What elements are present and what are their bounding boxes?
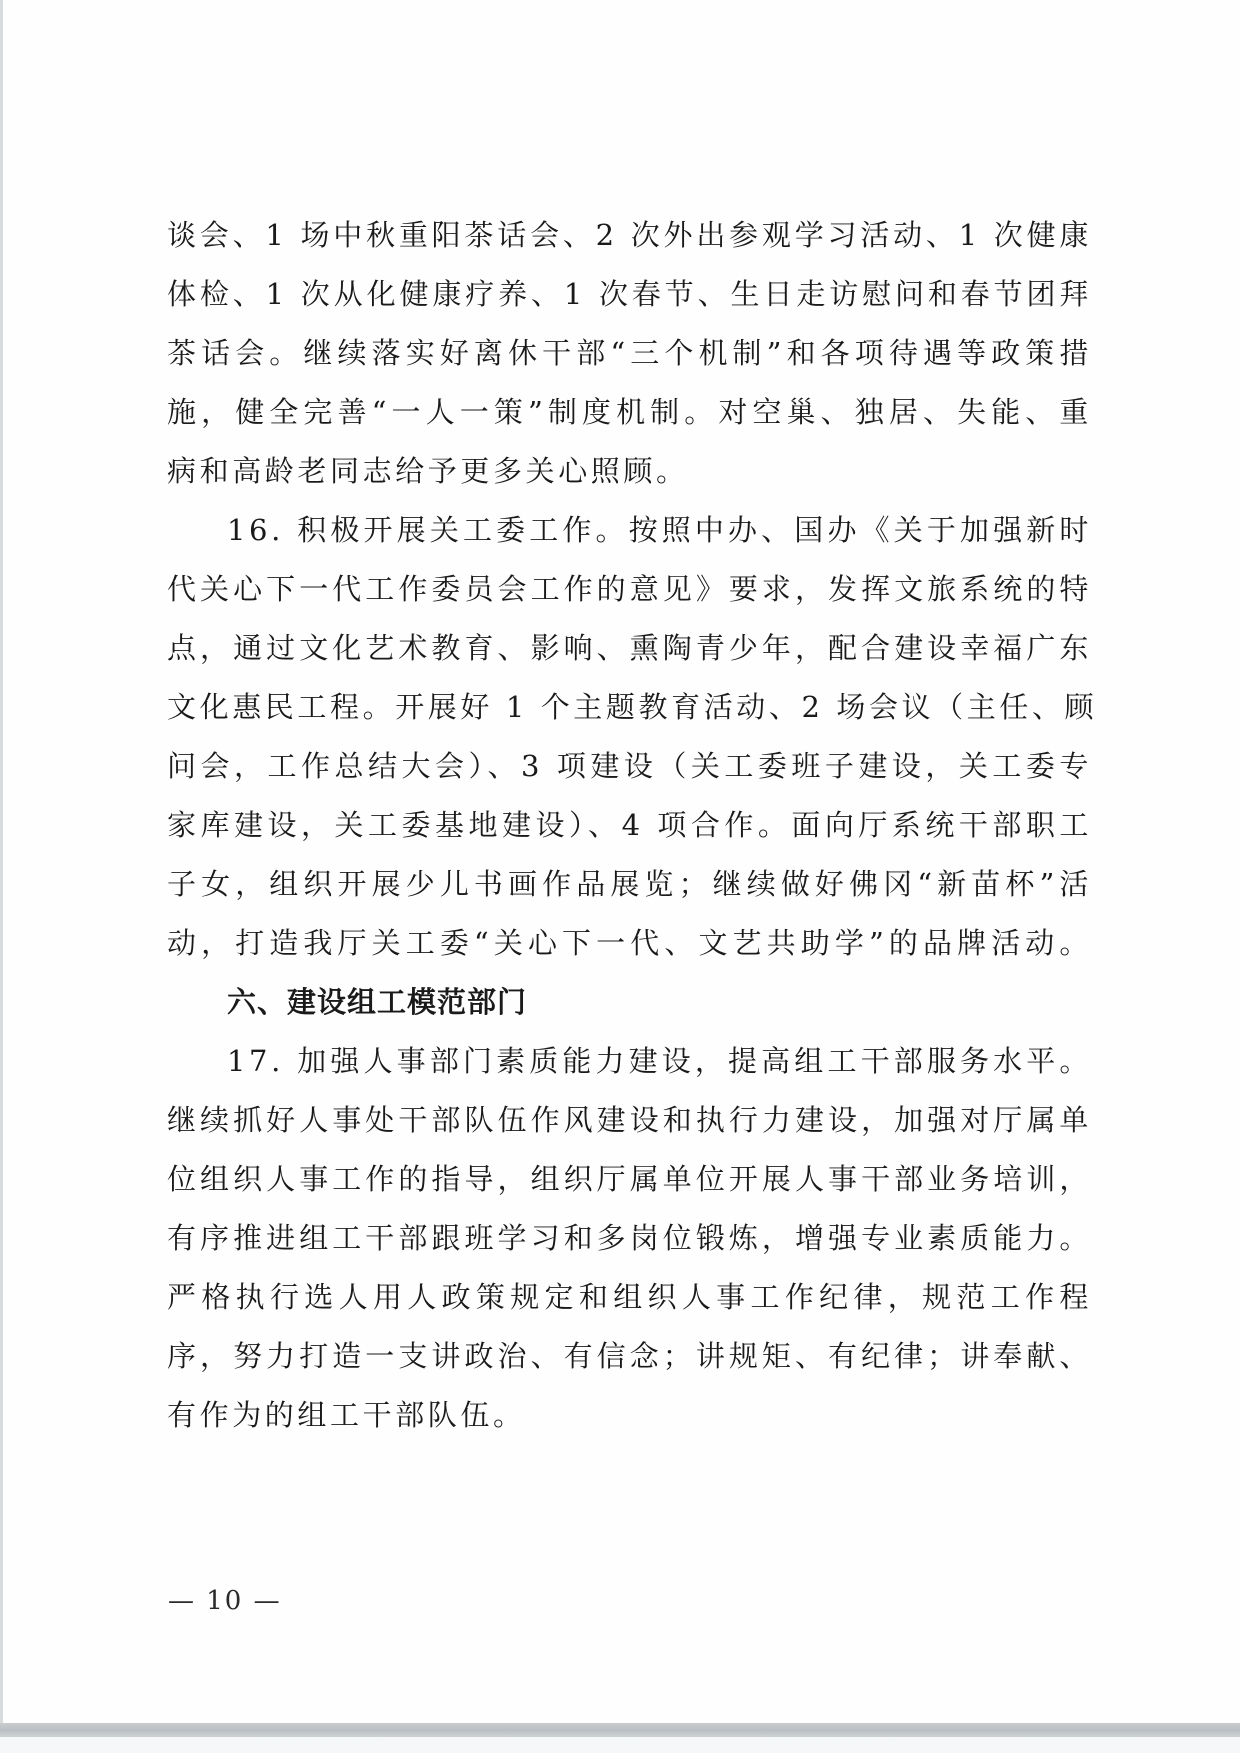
- paragraph-line: 有作为的组工干部队伍。: [167, 1398, 526, 1432]
- paragraph-line: 施，健全完善“一人一策”制度机制。对空巢、独居、失能、重: [167, 395, 1092, 429]
- paragraph-line: 体检、1 次从化健康疗养、1 次春节、生日走访慰问和春节团拜: [167, 277, 1092, 311]
- paragraph-first-line: 16. 积极开展关工委工作。按照中办、国办《关于加强新时: [227, 513, 1092, 547]
- paragraph-line: 位组织人事工作的指导，组织厅属单位开展人事干部业务培训，: [167, 1162, 1092, 1196]
- paragraph-line: 点，通过文化艺术教育、影响、熏陶青少年，配合建设幸福广东: [167, 631, 1092, 665]
- scan-bottom-margin: [0, 1737, 1240, 1753]
- paragraph-line: 严格执行选人用人政策规定和组织人事工作纪律，规范工作程: [167, 1280, 1092, 1314]
- paragraph-line: 继续抓好人事处干部队伍作风建设和执行力建设，加强对厅属单: [167, 1103, 1092, 1137]
- paragraph-line: 文化惠民工程。开展好 1 个主题教育活动、2 场会议（主任、顾: [167, 690, 1098, 724]
- paragraph-line: 子女，组织开展少儿书画作品展览；继续做好佛冈“新苗杯”活: [167, 867, 1092, 901]
- paragraph-line: 病和高龄老同志给予更多关心照顾。: [167, 454, 689, 488]
- paragraph-line: 动，打造我厅关工委“关心下一代、文艺共助学”的品牌活动。: [167, 926, 1092, 960]
- paragraph-line: 问会，工作总结大会）、3 项建设（关工委班子建设，关工委专: [167, 749, 1092, 783]
- paragraph-line: 代关心下一代工作委员会工作的意见》要求，发挥文旅系统的特: [167, 572, 1092, 606]
- paragraph-line: 序，努力打造一支讲政治、有信念；讲规矩、有纪律；讲奉献、: [167, 1339, 1092, 1373]
- document-body: [167, 206, 1098, 1445]
- paragraph-line: 谈会、1 场中秋重阳茶话会、2 次外出参观学习活动、1 次健康: [167, 218, 1092, 252]
- paragraph-first-line: 17. 加强人事部门素质能力建设，提高组工干部服务水平。: [227, 1044, 1092, 1078]
- scan-edge-bar: [0, 1723, 1240, 1737]
- paragraph-line: 茶话会。继续落实好离休干部“三个机制”和各项待遇等政策措: [167, 336, 1092, 370]
- paragraph-line: 家库建设，关工委基地建设）、4 项合作。面向厅系统干部职工: [167, 808, 1092, 842]
- section-heading: 六、建设组工模范部门: [227, 985, 528, 1019]
- page-left-edge: [0, 0, 3, 1724]
- page-number: — 10 —: [168, 1586, 282, 1616]
- paragraph-line: 有序推进组工干部跟班学习和多岗位锻炼，增强专业素质能力。: [167, 1221, 1092, 1255]
